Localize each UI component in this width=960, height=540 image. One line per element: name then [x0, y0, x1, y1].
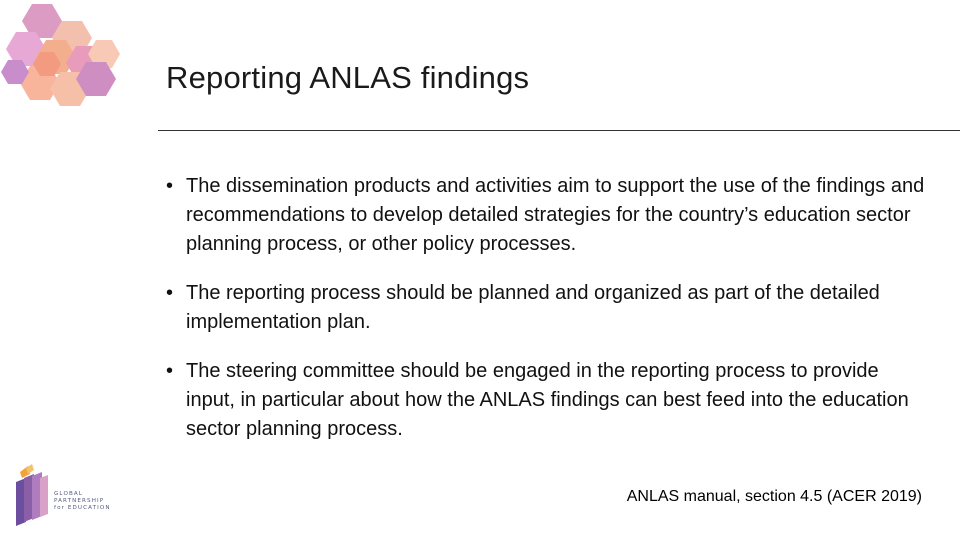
logo-line-3: for EDUCATION: [54, 505, 111, 511]
bullet-marker: •: [166, 360, 174, 382]
logo-line-2: PARTNERSHIP: [54, 498, 105, 504]
logo-line-1: GLOBAL: [54, 491, 84, 497]
bullet-text: The steering committee should be engaged in the reporting process to provide input, in particular about how the ANLAS findings can best feed into the education sector planning process.: [186, 360, 909, 440]
bullet-text: The reporting process should be planned and organized as part of the detailed implementation plan.: [186, 282, 880, 333]
gpe-logo-text: [54, 491, 111, 512]
bullet-item: [166, 357, 926, 444]
bullet-item: [166, 172, 926, 259]
bullet-list: [166, 172, 926, 464]
bullet-marker: •: [166, 282, 174, 304]
title-divider: [158, 130, 960, 131]
bullet-item: [166, 279, 926, 337]
citation: ANLAS manual, section 4.5 (ACER 2019): [626, 488, 922, 505]
slide-title: Reporting ANLAS findings: [166, 60, 530, 95]
hexagon-decoration-icon: [0, 0, 130, 112]
bullet-text: The dissemination products and activities aim to support the use of the findings and recommendations to develop detailed strategies for the country’s education sector planning process, or other policy processes.: [186, 175, 925, 255]
bullet-marker: •: [166, 175, 174, 197]
